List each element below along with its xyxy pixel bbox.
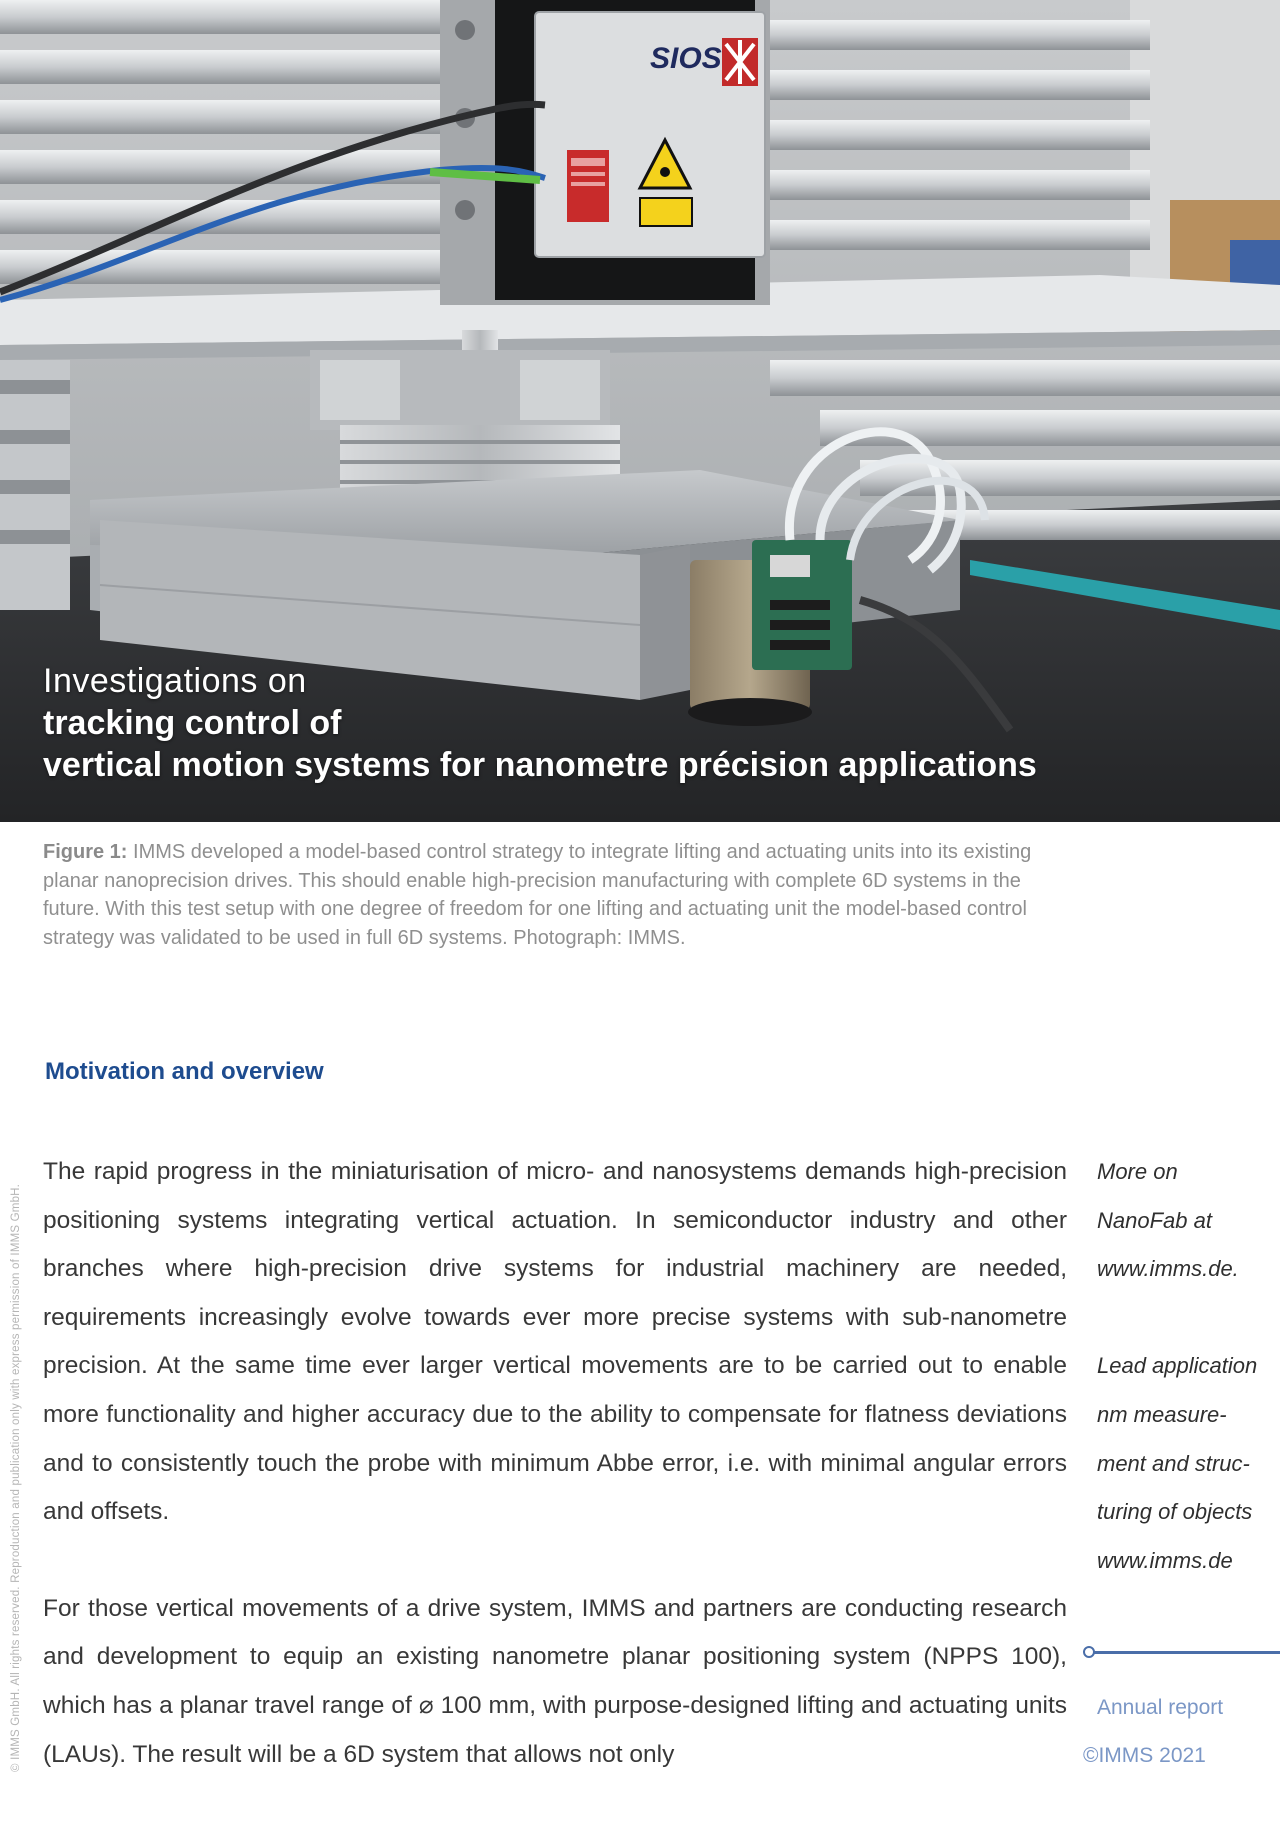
hero-title-line2: tracking control of bbox=[43, 704, 342, 742]
annual-report-label: Annual report bbox=[1097, 1696, 1224, 1719]
hero-title-line3: vertical motion systems for nanometre précision applications bbox=[43, 746, 1037, 784]
sidebar-line: Lead application bbox=[1097, 1353, 1258, 1379]
figure-caption-text: IMMS developed a model-based control strategy to integrate lifting and actuating units into its existing planar nanoprecision drives. This should enable high-precision manufacturing with complete 6D systems in the future. With this test setup with one degree of freedom for one lifting and actuating unit the model-based control strategy was validated to be used in full 6D systems. Photograph: IMMS. bbox=[43, 841, 1032, 949]
body-paragraph-1: The rapid progress in the miniaturisation of micro- and nanosystems demands high-precision positioning systems integrating vertical actuation. In semiconductor industry and other branches where high-precision drive systems for industrial machinery are needed, requirements increasingly evolve towards ever more precise systems with sub-nanometre precision. At the same time ever larger vertical movements are to be carried out to enable more functionality and higher accuracy due to the ability to compensate for flatness deviations and to consistently touch the probe with minimum Abbe error, i.e. with minimal angular errors and offsets. bbox=[43, 1158, 1067, 1526]
sidebar-nanofab-note bbox=[1097, 1148, 1277, 1294]
sidebar-line: More on bbox=[1097, 1159, 1178, 1184]
sidebar-notes bbox=[1097, 1148, 1277, 1634]
hero-title bbox=[43, 660, 1037, 786]
sidebar-line: nm measure- bbox=[1097, 1401, 1227, 1427]
sidebar-line: turing of objects bbox=[1097, 1499, 1253, 1525]
sios-logo-text: SIOS bbox=[650, 42, 722, 75]
sidebar-line: NanoFab at bbox=[1097, 1207, 1212, 1233]
sidebar-link[interactable]: www.imms.de. bbox=[1097, 1256, 1239, 1282]
sidebar-lead-application-note bbox=[1097, 1342, 1277, 1585]
hero-photo bbox=[0, 0, 1280, 822]
footer-divider bbox=[1088, 1651, 1280, 1654]
figure-caption bbox=[43, 838, 1063, 952]
hero-title-line1: Investigations on bbox=[43, 662, 307, 700]
section-heading: Motivation and overview bbox=[45, 1058, 324, 1085]
body-text bbox=[43, 1148, 1067, 1827]
annual-report-copyright: ©IMMS 2021 bbox=[1083, 1744, 1206, 1767]
figure-label: Figure 1: bbox=[43, 841, 128, 863]
sidebar-link[interactable]: www.imms.de bbox=[1097, 1547, 1233, 1573]
divider-dot-icon bbox=[1083, 1646, 1095, 1658]
sidebar-line: ment and struc- bbox=[1097, 1450, 1250, 1476]
body-paragraph-2: For those vertical movements of a drive system, IMMS and partners are conducting research and development to equip an existing nanometre planar positioning system (NPPS 100), which has a planar travel range of ⌀ 100 mm, with purpose-designed lifting and actuating units (LAUs). The result will be a 6D system that allows not only bbox=[43, 1594, 1067, 1768]
copyright-notice: © IMMS GmbH. All rights reserved. Reproduction and publication only with express permission of IMMS GmbH. bbox=[10, 1183, 22, 1772]
annual-report-footer bbox=[1083, 1684, 1224, 1780]
